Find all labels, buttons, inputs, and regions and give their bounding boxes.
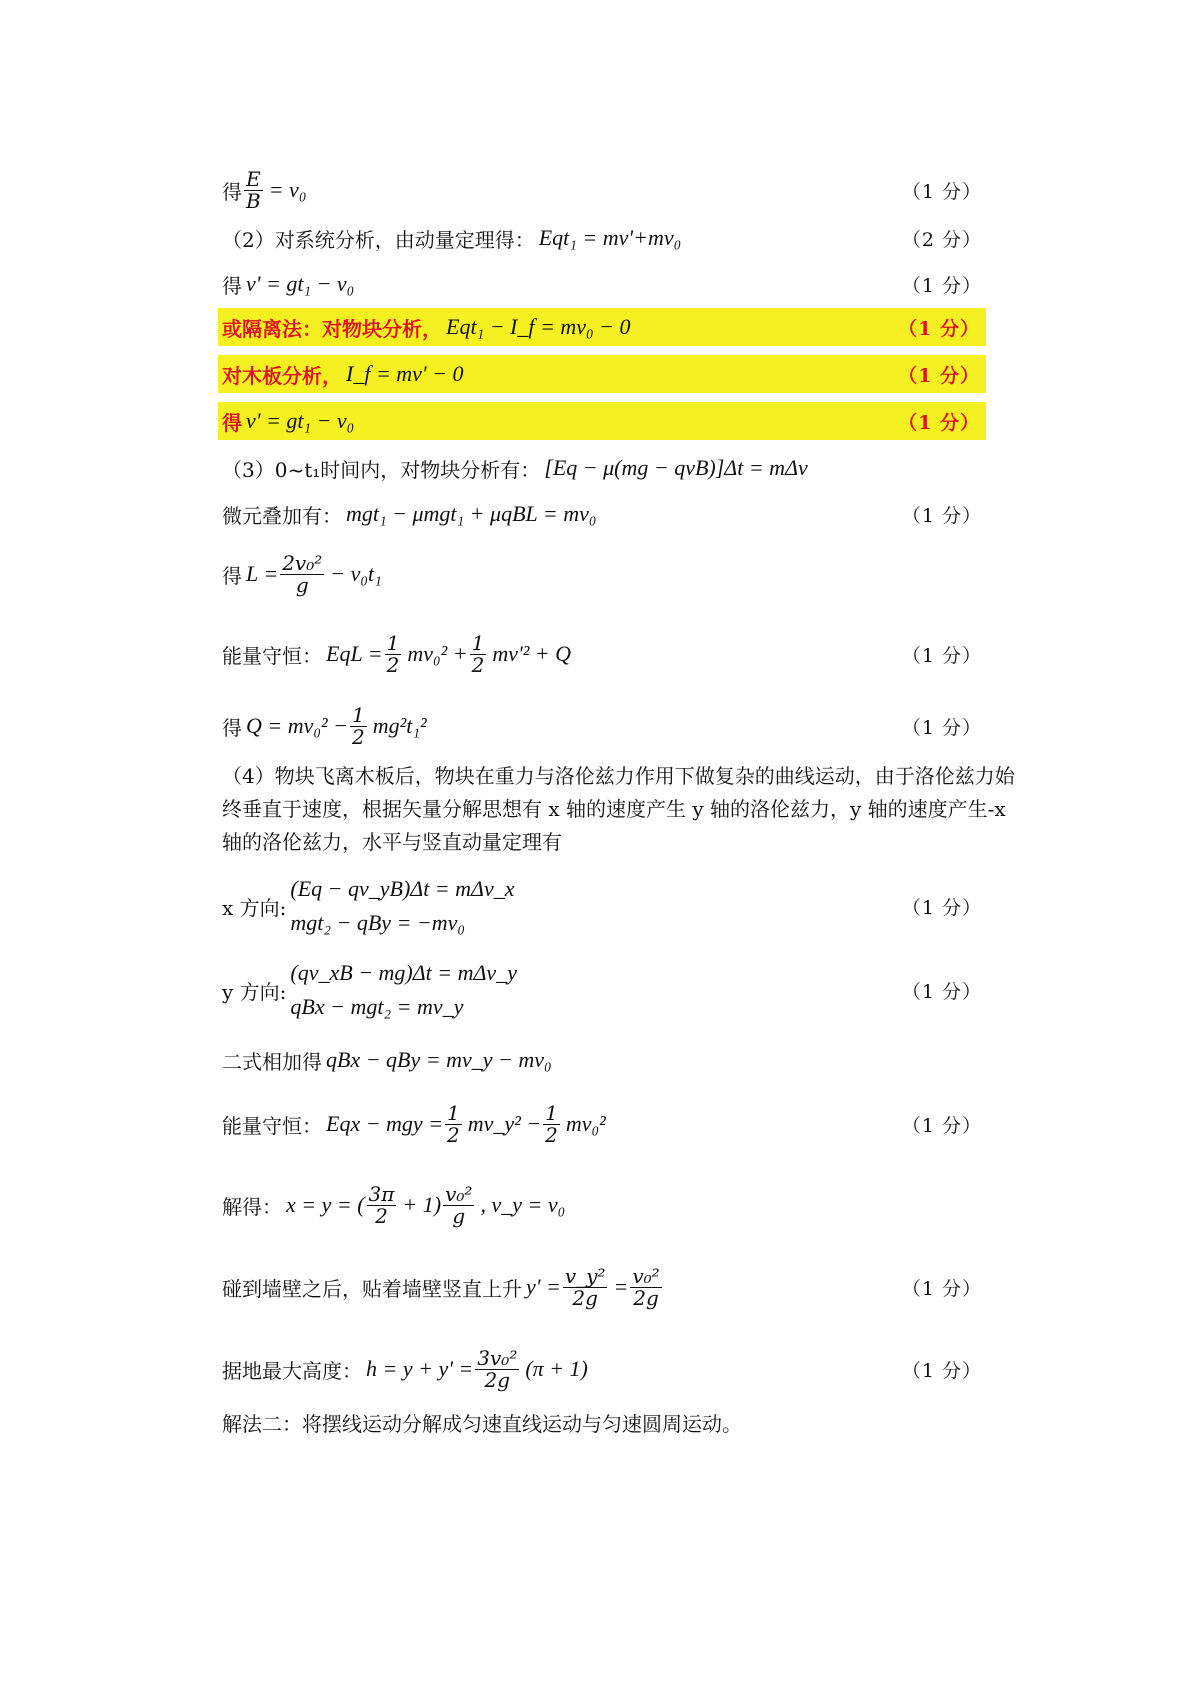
equation-system bbox=[290, 872, 514, 940]
score-label: （1 分） bbox=[901, 644, 982, 667]
equation: mv₀² + bbox=[407, 641, 468, 666]
fraction: $\frac{1}{2}$ bbox=[447, 1100, 460, 1147]
line-label: （2）对系统分析，由动量定理得： bbox=[222, 227, 535, 252]
line-label: 得 bbox=[222, 715, 242, 740]
equation: qBx − mgt₂ = mv_y bbox=[290, 994, 464, 1019]
equation: Eqx − mgy = bbox=[326, 1111, 444, 1136]
equation: mv'² + Q bbox=[492, 641, 572, 666]
equation-line bbox=[222, 542, 982, 606]
equation: (Eq − qv_yB)Δt = mΔv_x bbox=[290, 876, 515, 901]
equation-line bbox=[222, 448, 982, 488]
equation: EqL = bbox=[326, 641, 383, 666]
equation: h = y + y' = bbox=[366, 1356, 474, 1381]
equation: qBx − qBy = mv_y − mv₀ bbox=[326, 1047, 552, 1072]
equation-line bbox=[222, 1170, 982, 1240]
line-label: 得 bbox=[222, 273, 242, 298]
equation: Eqt₁ − I_f = mv₀ − 0 bbox=[446, 314, 631, 339]
score-label: （1 分） bbox=[898, 411, 980, 434]
fraction: $\frac{\text{3v₀²}}{2g}$ bbox=[477, 1345, 518, 1392]
equation: , v_y = v₀ bbox=[480, 1192, 566, 1217]
equation-line bbox=[222, 952, 982, 1028]
fraction: $\frac{\text{2v₀²}}{g}$ bbox=[282, 550, 323, 597]
score-label: （1 分） bbox=[898, 317, 980, 340]
equation-line bbox=[222, 218, 982, 258]
fraction: $\frac{1}{2}$ bbox=[545, 1100, 558, 1147]
fraction: $\frac{\text{v₀²}}{2g}$ bbox=[632, 1263, 660, 1310]
line-label: x 方向: bbox=[222, 895, 287, 920]
score-label: （1 分） bbox=[901, 504, 982, 527]
line-label: 解得： bbox=[222, 1194, 282, 1219]
equation-line bbox=[222, 622, 982, 686]
fraction: $\frac{3\pi}{2}$ bbox=[368, 1181, 395, 1228]
score-label: （1 分） bbox=[901, 896, 982, 919]
line-label: 得 bbox=[222, 410, 242, 435]
equation-line bbox=[222, 868, 982, 944]
score-label: （1 分） bbox=[901, 1277, 982, 1300]
paragraph: （4）物块飞离木板后，物块在重力与洛伦兹力作用下做复杂的曲线运动，由于洛伦兹力始终垂直于速度，根据矢量分解思想有 x 轴的速度产生 y 轴的洛伦兹力，y 轴的速度产生-x 轴的洛伦兹力，水平与竖直动量定理有 bbox=[222, 764, 1015, 854]
equation: v' = gt₁ − v₀ bbox=[246, 408, 355, 433]
score-label: （1 分） bbox=[898, 364, 980, 387]
equation: y' = bbox=[526, 1274, 561, 1299]
line-label: 碰到墙壁之后，贴着墙壁竖直上升 bbox=[222, 1276, 522, 1301]
fraction: $\frac{E}{B}$ bbox=[246, 166, 261, 213]
line-label: 据地最大高度： bbox=[222, 1358, 362, 1383]
score-label: （1 分） bbox=[901, 1114, 982, 1137]
score-label: （1 分） bbox=[901, 180, 982, 203]
equation-line bbox=[222, 694, 982, 758]
line-label: 二式相加得 bbox=[222, 1049, 322, 1074]
line-label: 对木板分析， bbox=[222, 363, 342, 388]
equation: x = y = ( bbox=[286, 1192, 365, 1217]
equation: L = bbox=[246, 561, 279, 586]
equation-line bbox=[222, 162, 982, 218]
equation: [Eq − μ(mg − qvB)]Δt = mΔv bbox=[544, 455, 808, 480]
line-label: 得 bbox=[222, 179, 242, 204]
fraction: $\frac{1}{2}$ bbox=[351, 702, 365, 749]
equation-system bbox=[290, 956, 517, 1024]
equation: (qv_xB − mg)Δt = mΔv_y bbox=[290, 960, 517, 985]
highlighted-line bbox=[218, 308, 986, 346]
equation-line bbox=[222, 494, 982, 534]
highlighted-line bbox=[218, 355, 986, 393]
equation: Eqt₁ = mv'+mv₀ bbox=[538, 225, 682, 250]
equation: mv₀² bbox=[565, 1111, 606, 1136]
equation: mv_y² − bbox=[467, 1111, 542, 1136]
equation: mg²t₁² bbox=[372, 713, 427, 738]
score-label: （1 分） bbox=[901, 1359, 982, 1382]
line-label: 能量守恒： bbox=[222, 1113, 322, 1138]
line-label: 得 bbox=[222, 563, 242, 588]
highlighted-line bbox=[218, 402, 986, 440]
line-label: 微元叠加有： bbox=[222, 503, 342, 528]
score-label: （2 分） bbox=[901, 228, 982, 251]
line-label: 能量守恒： bbox=[222, 643, 322, 668]
score-label: （1 分） bbox=[901, 274, 982, 297]
equation-line bbox=[222, 1092, 982, 1156]
equation: mgt₁ − μmgt₁ + μqBL = mv₀ bbox=[346, 501, 597, 526]
fraction: $\frac{\text{v\_y²}}{2g}$ bbox=[564, 1263, 606, 1310]
line-label: 或隔离法：对物块分析， bbox=[222, 316, 442, 341]
line-label: y 方向: bbox=[222, 979, 287, 1004]
equation: I_f = mv' − 0 bbox=[346, 361, 464, 386]
equation-line bbox=[222, 1334, 982, 1404]
equation-line: 碰到墙壁之后，贴着墙壁竖直上升 y' = $\frac{\text{v\_y²}}{2g}$ = $\frac{\text{v₀²}}{2g}$ （1 分） bbox=[222, 1263, 982, 1310]
score-label: （1 分） bbox=[901, 980, 982, 1003]
equation: v' = gt₁ − v₀ bbox=[246, 271, 355, 296]
equation: = v₀ bbox=[268, 177, 307, 202]
fraction: $\frac{\text{v₀²}}{g}$ bbox=[445, 1181, 473, 1228]
paragraph: 解法二：将摆线运动分解成匀速直线运动与匀速圆周运动。 bbox=[222, 1412, 742, 1436]
fraction: $\frac{1}{2}$ bbox=[386, 630, 400, 677]
equation-line bbox=[222, 264, 982, 304]
equation: Q = mv₀² − bbox=[246, 713, 348, 738]
line-label: （3）0~t₁时间内，对物块分析有： bbox=[222, 457, 541, 482]
score-label: （1 分） bbox=[901, 716, 982, 739]
equation: mgt₂ − qBy = −mv₀ bbox=[290, 910, 466, 935]
fraction: $\frac{1}{2}$ bbox=[471, 630, 485, 677]
equation: (π + 1) bbox=[525, 1356, 588, 1381]
equation-line bbox=[222, 1040, 982, 1080]
equation: − v₀t₁ bbox=[330, 561, 382, 586]
equation: + 1) bbox=[402, 1192, 442, 1217]
